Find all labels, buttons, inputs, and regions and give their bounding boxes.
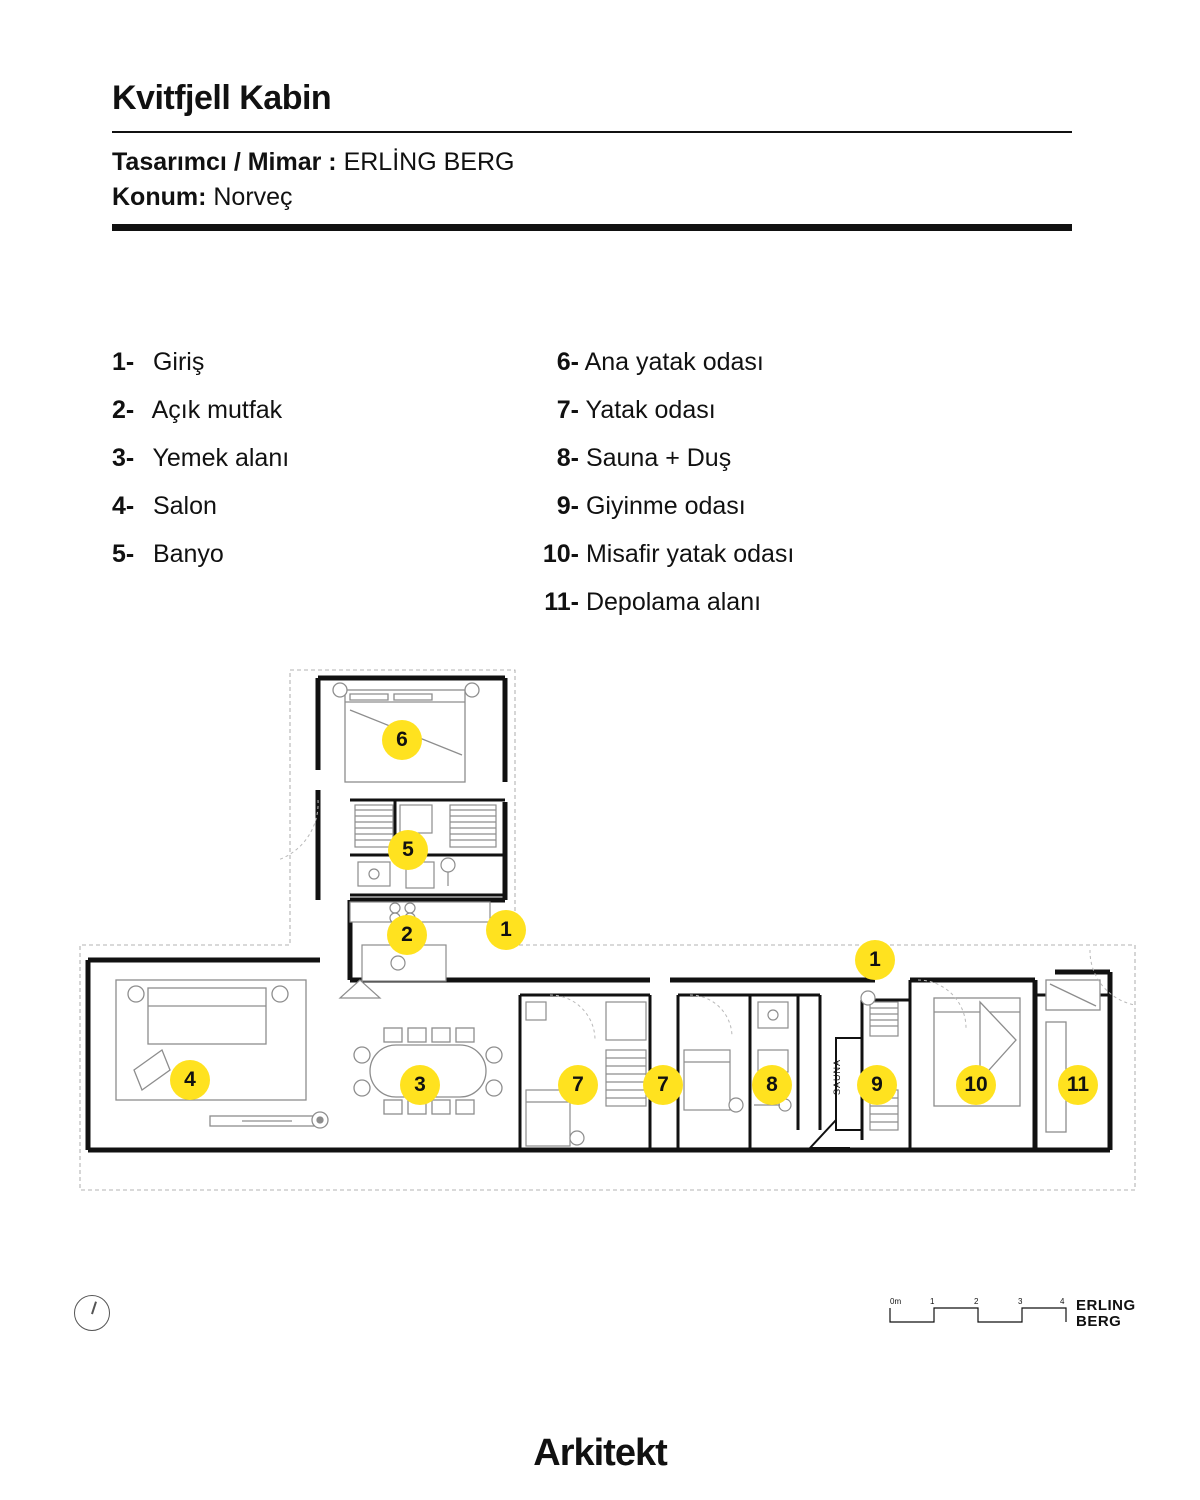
legend-column-right [527, 338, 1072, 626]
designer-value: ERLİNG BERG [343, 148, 515, 177]
plan-marker-6[interactable]: 6 [382, 720, 422, 760]
plan-marker-10[interactable]: 10 [956, 1065, 996, 1105]
legend-label: Depolama alanı [585, 588, 762, 616]
legend-item [112, 530, 527, 578]
plan-marker-9[interactable]: 9 [857, 1065, 897, 1105]
legend-label: Yatak odası [585, 396, 716, 424]
location-value: Norveç [213, 182, 293, 211]
room-legend [112, 338, 1072, 626]
scale-tick-3: 3 [1018, 1297, 1023, 1306]
floor-plan-drawing [50, 650, 1160, 1230]
legend-number: 10- [542, 540, 579, 568]
plan-marker-8[interactable]: 8 [752, 1065, 792, 1105]
plan-marker-11[interactable]: 11 [1058, 1065, 1098, 1105]
legend-number: 5- [112, 540, 135, 568]
legend-number: 8- [556, 444, 579, 472]
legend-column-left [112, 338, 527, 626]
plan-marker-2[interactable]: 2 [387, 915, 427, 955]
legend-item [527, 434, 1072, 482]
north-compass-icon [74, 1295, 110, 1331]
plan-marker-5[interactable]: 5 [388, 830, 428, 870]
legend-item [527, 482, 1072, 530]
scale-tick-2: 2 [974, 1297, 979, 1306]
legend-item [112, 434, 527, 482]
header-divider-thick [112, 224, 1072, 231]
legend-label: Ana yatak odası [584, 348, 764, 376]
legend-label: Yemek alanı [152, 444, 290, 472]
legend-number: 2- [112, 396, 135, 424]
location-line [112, 180, 1072, 215]
legend-item [112, 338, 527, 386]
designer-label: Tasarımcı / Mimar : [112, 148, 337, 177]
scale-bar [888, 1292, 1068, 1332]
floor-plan [50, 650, 1160, 1230]
legend-item [527, 578, 1072, 626]
plan-marker-1-main[interactable]: 1 [855, 940, 895, 980]
plan-marker-7b[interactable]: 7 [643, 1065, 683, 1105]
legend-number: 4- [112, 492, 135, 520]
sauna-label: SAUNA [832, 1058, 842, 1095]
legend-label: Giriş [152, 348, 205, 376]
scale-tick-4: 4 [1060, 1297, 1065, 1306]
location-label: Konum: [112, 182, 207, 211]
legend-number: 1- [112, 348, 135, 376]
architect-logo-line2: BERG [1076, 1312, 1122, 1330]
header [112, 80, 1072, 231]
legend-label: Açık mutfak [151, 396, 283, 424]
designer-line [112, 145, 1072, 180]
legend-item [527, 386, 1072, 434]
legend-item [112, 482, 527, 530]
legend-item [112, 386, 527, 434]
legend-number: 7- [556, 396, 579, 424]
legend-item [527, 338, 1072, 386]
legend-label: Misafir yatak odası [585, 540, 795, 568]
furniture-living-room [116, 980, 328, 1128]
legend-label: Banyo [152, 540, 224, 568]
legend-label: Giyinme odası [585, 492, 746, 520]
page-title: Kvitfjell Kabin [112, 79, 332, 117]
legend-number: 9- [556, 492, 579, 520]
scale-tick-0: 0m [890, 1297, 902, 1306]
architect-logo [1076, 1298, 1136, 1330]
legend-number: 6- [556, 348, 579, 376]
furniture-dressing [861, 991, 898, 1130]
brand-wordmark: Arkitekt [533, 1432, 667, 1474]
site-outline [80, 670, 1135, 1190]
furniture-storage [1046, 980, 1100, 1132]
legend-item [527, 530, 1072, 578]
legend-number: 3- [112, 444, 135, 472]
plan-marker-7a[interactable]: 7 [558, 1065, 598, 1105]
legend-label: Sauna + Duş [585, 444, 732, 472]
architect-logo-line1: ERLING [1076, 1297, 1136, 1314]
legend-label: Salon [152, 492, 217, 520]
legend-number: 11- [544, 588, 579, 616]
scale-bar-graphic [888, 1292, 1068, 1332]
header-meta [112, 133, 1072, 224]
plan-marker-4[interactable]: 4 [170, 1060, 210, 1100]
scale-tick-1: 1 [930, 1297, 935, 1306]
plan-marker-1-north[interactable]: 1 [486, 910, 526, 950]
furniture-bedroom-7b [684, 1050, 743, 1112]
plan-marker-3[interactable]: 3 [400, 1065, 440, 1105]
